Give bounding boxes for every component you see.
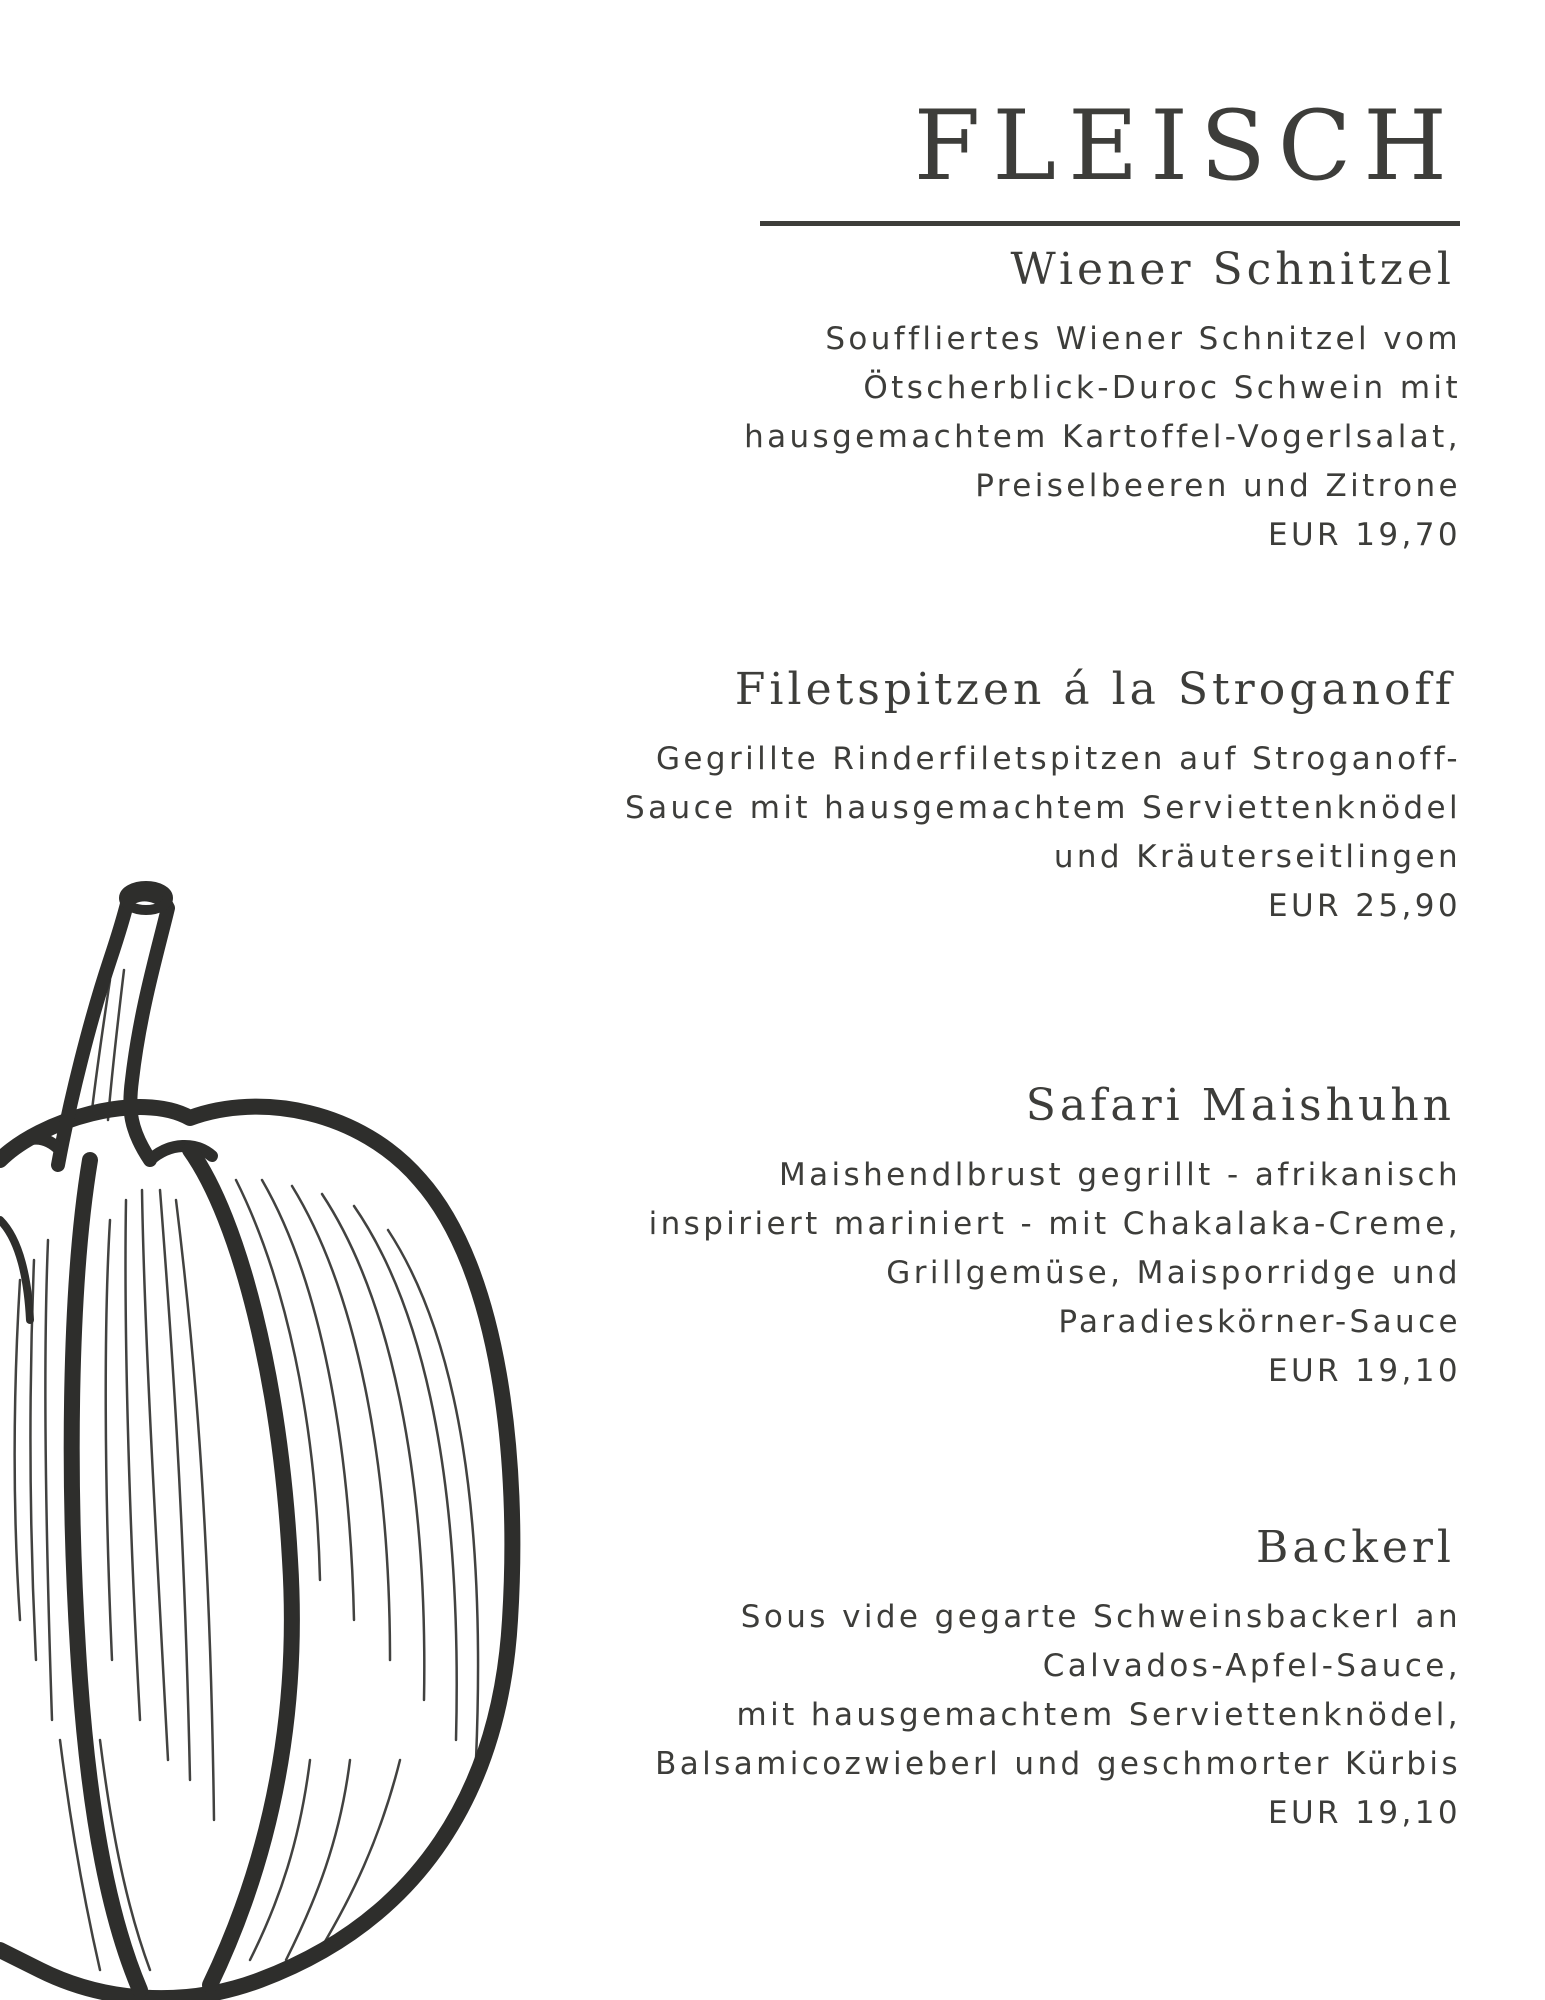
dish-description: Maishendlbrust gegrillt - afrikanisch inspiriert mariniert - mit Chakalaka-Creme, Grillgemüse, Maisporridge und Paradieskörner-Sauce	[648, 1156, 1461, 1340]
dish-wiener-schnitzel	[501, 244, 1461, 560]
pumpkin-illustration-icon	[0, 860, 540, 2000]
dish-name: Wiener Schnitzel	[1010, 244, 1455, 295]
dish-price: EUR 19,10	[1267, 1352, 1461, 1389]
dish-name: Safari Maishuhn	[1025, 1080, 1455, 1131]
section-title: FLEISCH	[913, 90, 1459, 202]
dish-price: EUR 19,10	[1267, 1794, 1461, 1831]
dish-name: Backerl	[1255, 1522, 1455, 1573]
dish-backerl	[501, 1522, 1461, 1838]
dish-name: Filetspitzen á la Stroganoff	[734, 664, 1455, 715]
dish-filetspitzen-stroganoff	[501, 664, 1461, 931]
dish-price: EUR 25,90	[1267, 887, 1461, 924]
dish-safari-maishuhn	[501, 1080, 1461, 1396]
dish-description: Sous vide gegarte Schweinsbackerl an Calvados-Apfel-Sauce, mit hausgemachtem Serviettenknödel, Balsamicozwieberl und geschmorter Kürbis	[655, 1598, 1461, 1782]
dish-description: Souffliertes Wiener Schnitzel vom Ötscherblick-Duroc Schwein mit hausgemachtem Kartoffel-Vogerlsalat, Preiselbeeren und Zitrone	[744, 320, 1461, 504]
title-divider	[760, 221, 1460, 226]
dish-description: Gegrillte Rinderfiletspitzen auf Stroganoff- Sauce mit hausgemachtem Serviettenknödel und Kräuterseitlingen	[625, 740, 1461, 875]
dish-price: EUR 19,70	[1267, 516, 1461, 553]
